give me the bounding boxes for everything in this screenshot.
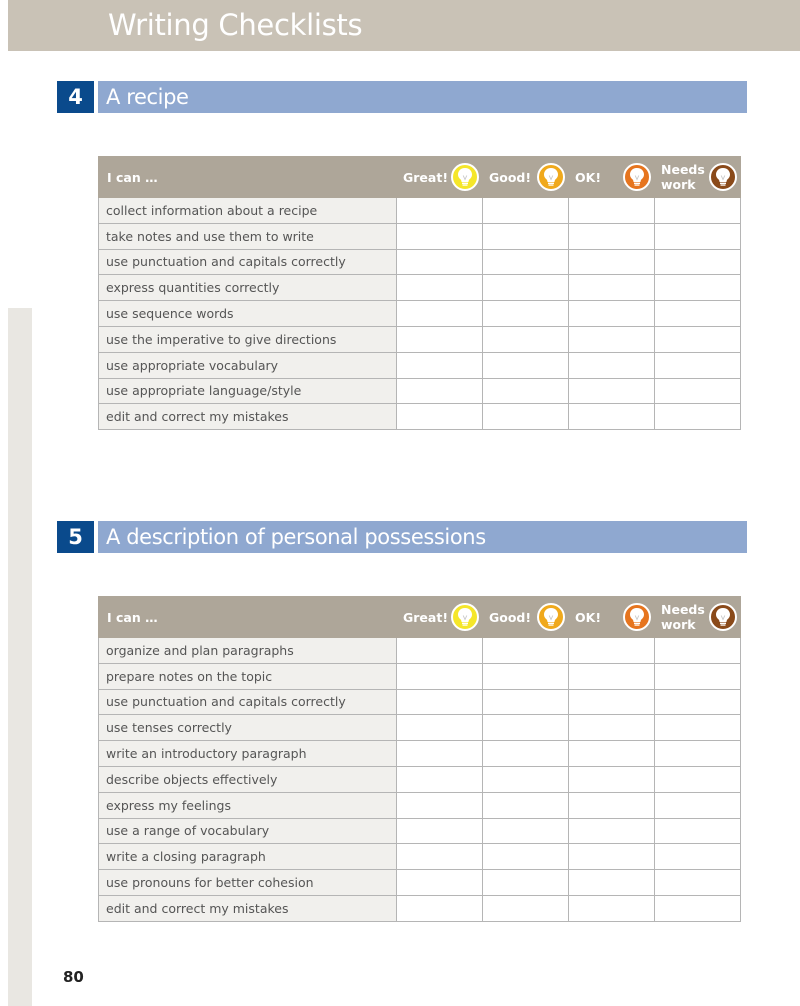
checklist-item: express quantities correctly <box>99 275 397 301</box>
needs-work-cell[interactable] <box>655 275 741 301</box>
ok-header <box>569 157 655 198</box>
checklist-item: express my feelings <box>99 792 397 818</box>
great-label: Great! <box>403 169 449 185</box>
good-cell[interactable] <box>483 638 569 664</box>
needs-work-label <box>661 162 705 192</box>
needs-work-cell[interactable] <box>655 301 741 327</box>
great-cell[interactable] <box>397 638 483 664</box>
good-label: Good! <box>489 169 532 185</box>
needs-work-cell[interactable] <box>655 638 741 664</box>
table-row <box>99 818 741 844</box>
page-header <box>8 0 800 51</box>
table-row <box>99 249 741 275</box>
checklist-item: use punctuation and capitals correctly <box>99 689 397 715</box>
section-title: A description of personal possessions <box>98 521 747 553</box>
needs-work-cell[interactable] <box>655 844 741 870</box>
good-cell[interactable] <box>483 663 569 689</box>
checklist-item: edit and correct my mistakes <box>99 404 397 430</box>
checklist-item: use the imperative to give directions <box>99 326 397 352</box>
needs-work-cell[interactable] <box>655 766 741 792</box>
table-row <box>99 792 741 818</box>
great-cell[interactable] <box>397 663 483 689</box>
good-cell[interactable] <box>483 198 569 224</box>
good-cell[interactable] <box>483 378 569 404</box>
ok-cell[interactable] <box>569 895 655 921</box>
table-row <box>99 715 741 741</box>
checklist-table <box>98 156 741 430</box>
needs-work-cell[interactable] <box>655 404 741 430</box>
good-cell[interactable] <box>483 326 569 352</box>
checklist-item: use tenses correctly <box>99 715 397 741</box>
lightbulb-icon <box>451 163 479 191</box>
good-header <box>483 157 569 198</box>
table-row <box>99 352 741 378</box>
checklist-item: edit and correct my mistakes <box>99 895 397 921</box>
table-row <box>99 870 741 896</box>
good-cell[interactable] <box>483 766 569 792</box>
ok-cell[interactable] <box>569 818 655 844</box>
ok-cell[interactable] <box>569 249 655 275</box>
ok-cell[interactable] <box>569 663 655 689</box>
ok-cell[interactable] <box>569 301 655 327</box>
table-header-row <box>99 597 741 638</box>
table-row <box>99 223 741 249</box>
table-row <box>99 689 741 715</box>
needs-work-cell[interactable] <box>655 792 741 818</box>
i-can-header: I can … <box>99 597 397 638</box>
needs-work-line2: work <box>661 617 696 632</box>
great-cell[interactable] <box>397 301 483 327</box>
ok-cell[interactable] <box>569 223 655 249</box>
great-cell[interactable] <box>397 249 483 275</box>
needs-work-header <box>655 157 741 198</box>
ok-cell[interactable] <box>569 198 655 224</box>
great-header <box>397 157 483 198</box>
great-cell[interactable] <box>397 895 483 921</box>
good-label: Good! <box>489 609 532 625</box>
great-cell[interactable] <box>397 844 483 870</box>
table-row <box>99 378 741 404</box>
good-cell[interactable] <box>483 275 569 301</box>
ok-cell[interactable] <box>569 352 655 378</box>
ok-cell[interactable] <box>569 870 655 896</box>
table-row <box>99 326 741 352</box>
checklist-item: write a closing paragraph <box>99 844 397 870</box>
table-row <box>99 741 741 767</box>
good-cell[interactable] <box>483 741 569 767</box>
table-row <box>99 663 741 689</box>
table-header-row <box>99 157 741 198</box>
great-cell[interactable] <box>397 870 483 896</box>
ok-cell[interactable] <box>569 638 655 664</box>
great-cell[interactable] <box>397 326 483 352</box>
great-cell[interactable] <box>397 689 483 715</box>
lightbulb-icon <box>537 603 565 631</box>
great-header <box>397 597 483 638</box>
good-cell[interactable] <box>483 223 569 249</box>
good-cell[interactable] <box>483 715 569 741</box>
great-cell[interactable] <box>397 715 483 741</box>
section-title: A recipe <box>98 81 747 113</box>
great-cell[interactable] <box>397 766 483 792</box>
checklist-item: use pronouns for better cohesion <box>99 870 397 896</box>
table-row <box>99 766 741 792</box>
needs-work-cell[interactable] <box>655 895 741 921</box>
good-header <box>483 597 569 638</box>
lightbulb-icon <box>623 603 651 631</box>
ok-cell[interactable] <box>569 326 655 352</box>
checklist-item: organize and plan paragraphs <box>99 638 397 664</box>
ok-label: OK! <box>575 169 602 185</box>
table-row <box>99 404 741 430</box>
checklist-item: take notes and use them to write <box>99 223 397 249</box>
ok-label: OK! <box>575 609 602 625</box>
table-row <box>99 844 741 870</box>
section-number: 5 <box>57 521 94 553</box>
good-cell[interactable] <box>483 818 569 844</box>
good-cell[interactable] <box>483 689 569 715</box>
needs-work-cell[interactable] <box>655 741 741 767</box>
table-row <box>99 198 741 224</box>
table-row <box>99 638 741 664</box>
page-title: Writing Checklists <box>108 8 363 42</box>
ok-cell[interactable] <box>569 792 655 818</box>
side-strip <box>8 308 32 1006</box>
lightbulb-icon <box>451 603 479 631</box>
needs-work-cell[interactable] <box>655 689 741 715</box>
needs-work-line1: Needs <box>661 602 705 617</box>
good-cell[interactable] <box>483 792 569 818</box>
needs-work-cell[interactable] <box>655 223 741 249</box>
checklist-item: use appropriate vocabulary <box>99 352 397 378</box>
ok-cell[interactable] <box>569 689 655 715</box>
lightbulb-icon <box>709 603 737 631</box>
great-cell[interactable] <box>397 198 483 224</box>
i-can-header: I can … <box>99 157 397 198</box>
lightbulb-icon <box>709 163 737 191</box>
checklist-item: use appropriate language/style <box>99 378 397 404</box>
page-number: 80 <box>63 968 84 986</box>
needs-work-cell[interactable] <box>655 249 741 275</box>
great-cell[interactable] <box>397 223 483 249</box>
great-cell[interactable] <box>397 275 483 301</box>
needs-work-cell[interactable] <box>655 663 741 689</box>
great-cell[interactable] <box>397 792 483 818</box>
great-cell[interactable] <box>397 404 483 430</box>
needs-work-cell[interactable] <box>655 870 741 896</box>
good-cell[interactable] <box>483 301 569 327</box>
needs-work-header <box>655 597 741 638</box>
section-number: 4 <box>57 81 94 113</box>
ok-cell[interactable] <box>569 766 655 792</box>
checklist-item: write an introductory paragraph <box>99 741 397 767</box>
needs-work-cell[interactable] <box>655 326 741 352</box>
table-row <box>99 275 741 301</box>
checklist-item: collect information about a recipe <box>99 198 397 224</box>
checklist-table <box>98 596 741 922</box>
ok-cell[interactable] <box>569 404 655 430</box>
needs-work-line1: Needs <box>661 162 705 177</box>
good-cell[interactable] <box>483 404 569 430</box>
checklist-item: use sequence words <box>99 301 397 327</box>
lightbulb-icon <box>623 163 651 191</box>
checklist-item: use a range of vocabulary <box>99 818 397 844</box>
checklist-item: prepare notes on the topic <box>99 663 397 689</box>
great-cell[interactable] <box>397 352 483 378</box>
ok-cell[interactable] <box>569 844 655 870</box>
needs-work-cell[interactable] <box>655 198 741 224</box>
checklist-item: describe objects effectively <box>99 766 397 792</box>
ok-cell[interactable] <box>569 378 655 404</box>
checklist-item: use punctuation and capitals correctly <box>99 249 397 275</box>
ok-cell[interactable] <box>569 715 655 741</box>
needs-work-cell[interactable] <box>655 715 741 741</box>
needs-work-cell[interactable] <box>655 378 741 404</box>
ok-cell[interactable] <box>569 741 655 767</box>
ok-cell[interactable] <box>569 275 655 301</box>
great-label: Great! <box>403 609 449 625</box>
great-cell[interactable] <box>397 378 483 404</box>
needs-work-line2: work <box>661 177 696 192</box>
needs-work-cell[interactable] <box>655 818 741 844</box>
needs-work-label <box>661 602 705 632</box>
good-cell[interactable] <box>483 352 569 378</box>
ok-header <box>569 597 655 638</box>
lightbulb-icon <box>537 163 565 191</box>
good-cell[interactable] <box>483 895 569 921</box>
great-cell[interactable] <box>397 741 483 767</box>
great-cell[interactable] <box>397 818 483 844</box>
table-row <box>99 301 741 327</box>
good-cell[interactable] <box>483 870 569 896</box>
good-cell[interactable] <box>483 844 569 870</box>
good-cell[interactable] <box>483 249 569 275</box>
table-row <box>99 895 741 921</box>
needs-work-cell[interactable] <box>655 352 741 378</box>
